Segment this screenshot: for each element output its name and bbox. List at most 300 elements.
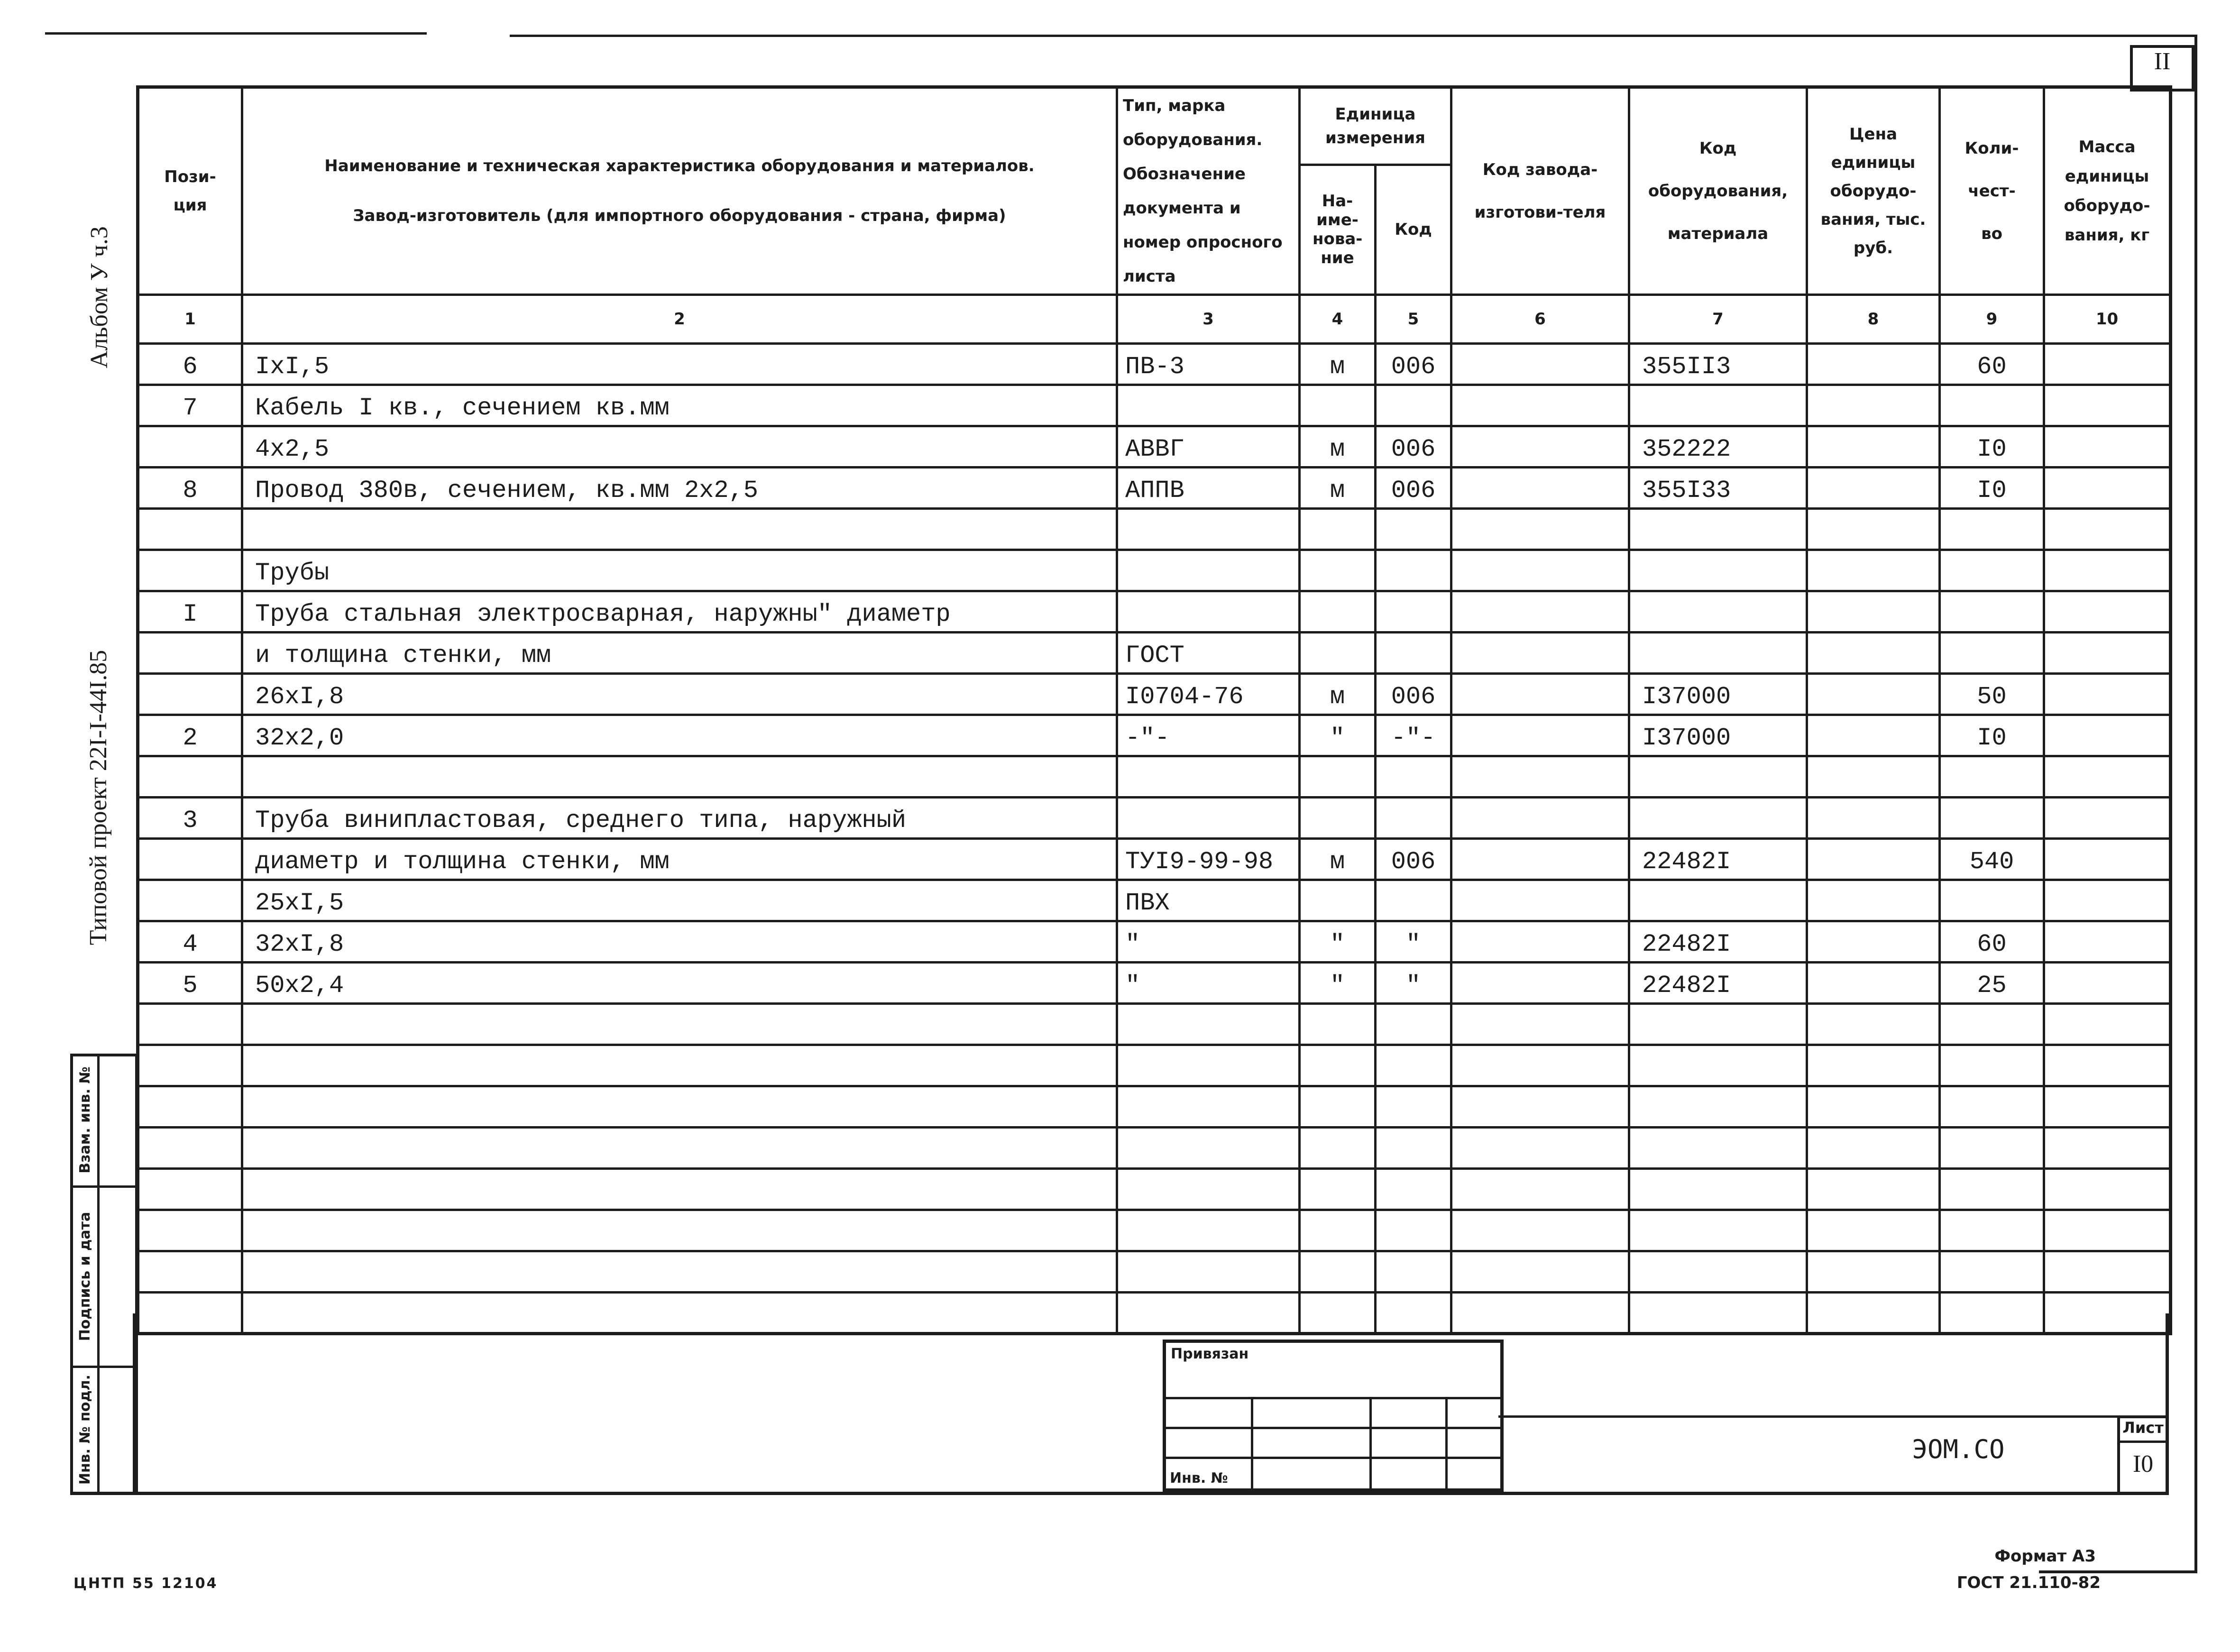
- factory-code-cell: [1451, 1128, 1629, 1169]
- colnum-7: 7: [1629, 295, 1807, 344]
- unit-name-cell: ": [1300, 715, 1376, 756]
- factory-code-cell: [1451, 633, 1629, 674]
- table-row: [138, 426, 2171, 468]
- footer-gost: ГОСТ 21.110-82: [1956, 1573, 2101, 1592]
- mass-cell: [2044, 798, 2171, 839]
- name-cell: [242, 1004, 1117, 1045]
- stamp-cell: [1165, 1428, 1252, 1458]
- table-row: [138, 633, 2171, 674]
- column-number-row: [138, 295, 2171, 344]
- name-cell: IxI,5: [242, 344, 1117, 385]
- price-cell: [1807, 509, 1940, 550]
- equipment-code-cell: 355I33: [1629, 468, 1807, 509]
- price-cell: [1807, 798, 1940, 839]
- type-cell: АВВГ: [1117, 426, 1300, 468]
- unit-code-cell: ": [1376, 921, 1451, 963]
- unit-code-cell: 006: [1376, 839, 1451, 880]
- equipment-code-cell: [1629, 1086, 1807, 1128]
- position-cell: I: [138, 591, 242, 633]
- spec-table: [136, 85, 2172, 1335]
- quantity-cell: [1940, 1251, 2044, 1293]
- type-cell: [1117, 385, 1300, 426]
- mass-cell: [2044, 468, 2171, 509]
- position-cell: [138, 839, 242, 880]
- name-cell: 25xI,5: [242, 880, 1117, 921]
- quantity-cell: [1940, 1210, 2044, 1251]
- type-cell: ПВХ: [1117, 880, 1300, 921]
- unit-code-cell: [1376, 1251, 1451, 1293]
- price-cell: [1807, 385, 1940, 426]
- unit-code-cell: [1376, 1004, 1451, 1045]
- price-cell: [1807, 880, 1940, 921]
- hdr-unit-code: Код: [1376, 165, 1451, 294]
- type-cell: [1117, 756, 1300, 798]
- equipment-code-cell: [1629, 550, 1807, 591]
- quantity-cell: [1940, 1293, 2044, 1334]
- sheet-label: Лист: [2122, 1419, 2164, 1437]
- type-cell: ТУI9-99-98: [1117, 839, 1300, 880]
- unit-name-cell: [1300, 385, 1376, 426]
- unit-code-cell: [1376, 633, 1451, 674]
- stamp-privyazan-label: Привязан: [1171, 1346, 1249, 1362]
- table-row: [138, 880, 2171, 921]
- top-rule-left: [45, 32, 427, 35]
- stamp-cell: [1447, 1398, 1502, 1428]
- unit-name-cell: [1300, 1086, 1376, 1128]
- colnum-2: 2: [242, 295, 1117, 344]
- position-cell: [138, 1128, 242, 1169]
- name-cell: 4x2,5: [242, 426, 1117, 468]
- mass-cell: [2044, 880, 2171, 921]
- price-cell: [1807, 674, 1940, 715]
- price-cell: [1807, 426, 1940, 468]
- mass-cell: [2044, 1045, 2171, 1086]
- factory-code-cell: [1451, 921, 1629, 963]
- side-album-label: Альбом У ч.3: [86, 226, 113, 368]
- position-cell: 5: [138, 963, 242, 1004]
- equipment-code-cell: [1629, 1169, 1807, 1210]
- unit-name-cell: ": [1300, 963, 1376, 1004]
- hdr-price: Цена единицы оборудо-вания, тыс. руб.: [1807, 87, 1940, 295]
- quantity-cell: [1940, 385, 2044, 426]
- table-row: [138, 591, 2171, 633]
- type-cell: [1117, 1293, 1300, 1334]
- type-cell: [1117, 1251, 1300, 1293]
- unit-name-cell: [1300, 550, 1376, 591]
- colnum-4: 4: [1300, 295, 1376, 344]
- position-cell: [138, 1210, 242, 1251]
- side-inv-podl: Инв. № подл.: [77, 1374, 93, 1485]
- factory-code-cell: [1451, 1086, 1629, 1128]
- name-cell: 32xI,8: [242, 921, 1117, 963]
- factory-code-cell: [1451, 839, 1629, 880]
- quantity-cell: [1940, 798, 2044, 839]
- mass-cell: [2044, 1210, 2171, 1251]
- position-cell: [138, 550, 242, 591]
- factory-code-cell: [1451, 591, 1629, 633]
- position-cell: [138, 674, 242, 715]
- name-cell: [242, 509, 1117, 550]
- hdr-quantity: Коли-чест-во: [1940, 87, 2044, 295]
- mass-cell: [2044, 839, 2171, 880]
- unit-code-cell: [1376, 798, 1451, 839]
- unit-name-cell: м: [1300, 344, 1376, 385]
- mass-cell: [2044, 963, 2171, 1004]
- equipment-code-cell: 352222: [1629, 426, 1807, 468]
- table-row: [138, 756, 2171, 798]
- price-cell: [1807, 715, 1940, 756]
- position-cell: 8: [138, 468, 242, 509]
- factory-code-cell: [1451, 1169, 1629, 1210]
- approval-strip-divider: [97, 1054, 100, 1495]
- mass-cell: [2044, 633, 2171, 674]
- unit-name-cell: [1300, 591, 1376, 633]
- position-cell: [138, 633, 242, 674]
- unit-code-cell: 006: [1376, 674, 1451, 715]
- name-cell: [242, 1086, 1117, 1128]
- position-cell: [138, 1251, 242, 1293]
- stamp-inv-label: Инв. №: [1170, 1470, 1228, 1487]
- type-cell: ПВ-3: [1117, 344, 1300, 385]
- mass-cell: [2044, 1251, 2171, 1293]
- price-cell: [1807, 633, 1940, 674]
- unit-name-cell: [1300, 1169, 1376, 1210]
- side-project-label: Типовой проект 22I-I-44I.85: [85, 650, 112, 945]
- unit-code-cell: [1376, 756, 1451, 798]
- unit-code-cell: ": [1376, 963, 1451, 1004]
- mass-cell: [2044, 509, 2171, 550]
- lower-frame-bottom: [70, 1492, 2169, 1495]
- unit-code-cell: [1376, 1045, 1451, 1086]
- unit-code-cell: [1376, 1086, 1451, 1128]
- type-cell: ": [1117, 963, 1300, 1004]
- equipment-code-cell: [1629, 1128, 1807, 1169]
- unit-code-cell: [1376, 385, 1451, 426]
- frame-right-line: [2194, 35, 2197, 1573]
- unit-name-cell: м: [1300, 468, 1376, 509]
- stamp-privyazan-cell: [1165, 1341, 1502, 1398]
- stamp-inv-cell: [1165, 1458, 1252, 1490]
- mass-cell: [2044, 550, 2171, 591]
- position-cell: [138, 426, 242, 468]
- table-row: [138, 798, 2171, 839]
- price-cell: [1807, 963, 1940, 1004]
- equipment-code-cell: [1629, 1004, 1807, 1045]
- factory-code-cell: [1451, 756, 1629, 798]
- colnum-9: 9: [1940, 295, 2044, 344]
- table-row: [138, 1045, 2171, 1086]
- table-row: [138, 1169, 2171, 1210]
- factory-code-cell: [1451, 550, 1629, 591]
- position-cell: [138, 509, 242, 550]
- doc-code: ЭОМ.СО: [1912, 1434, 2005, 1464]
- equipment-code-cell: 355II3: [1629, 344, 1807, 385]
- quantity-cell: [1940, 1004, 2044, 1045]
- unit-name-cell: [1300, 880, 1376, 921]
- name-cell: и толщина стенки, мм: [242, 633, 1117, 674]
- factory-code-cell: [1451, 385, 1629, 426]
- quantity-cell: I0: [1940, 468, 2044, 509]
- position-cell: [138, 1004, 242, 1045]
- equipment-code-cell: [1629, 880, 1807, 921]
- quantity-cell: I0: [1940, 715, 2044, 756]
- stamp-cell: [1371, 1398, 1447, 1428]
- type-cell: [1117, 591, 1300, 633]
- table-row: [138, 1210, 2171, 1251]
- position-cell: [138, 1293, 242, 1334]
- position-cell: 6: [138, 344, 242, 385]
- hdr-mass: Масса единицы оборудо-вания, кг: [2044, 87, 2171, 295]
- hdr-name-line2: Завод-изготовитель (для импортного оборудования - страна, фирма): [353, 206, 1006, 225]
- price-cell: [1807, 839, 1940, 880]
- unit-name-cell: [1300, 1210, 1376, 1251]
- equipment-code-cell: 22482I: [1629, 963, 1807, 1004]
- hdr-position: Пози- ция: [138, 87, 242, 295]
- quantity-cell: 50: [1940, 674, 2044, 715]
- name-cell: Труба винипластовая, среднего типа, наружный: [242, 798, 1117, 839]
- hdr-name: [242, 87, 1117, 295]
- factory-code-cell: [1451, 674, 1629, 715]
- unit-code-cell: [1376, 880, 1451, 921]
- unit-name-cell: [1300, 1251, 1376, 1293]
- quantity-cell: [1940, 591, 2044, 633]
- position-cell: 7: [138, 385, 242, 426]
- quantity-cell: [1940, 509, 2044, 550]
- price-cell: [1807, 468, 1940, 509]
- equipment-code-cell: [1629, 798, 1807, 839]
- name-cell: 26xI,8: [242, 674, 1117, 715]
- name-cell: [242, 1169, 1117, 1210]
- table-row: [138, 921, 2171, 963]
- mass-cell: [2044, 385, 2171, 426]
- unit-name-cell: [1300, 509, 1376, 550]
- name-cell: [242, 1251, 1117, 1293]
- name-cell: диаметр и толщина стенки, мм: [242, 839, 1117, 880]
- type-cell: [1117, 1169, 1300, 1210]
- table-row: [138, 1251, 2171, 1293]
- colnum-6: 6: [1451, 295, 1629, 344]
- factory-code-cell: [1451, 798, 1629, 839]
- unit-code-cell: 006: [1376, 426, 1451, 468]
- unit-name-cell: [1300, 1004, 1376, 1045]
- quantity-cell: [1940, 756, 2044, 798]
- price-cell: [1807, 1251, 1940, 1293]
- unit-name-cell: [1300, 1293, 1376, 1334]
- stamp-cell: [1447, 1458, 1502, 1490]
- mass-cell: [2044, 921, 2171, 963]
- hdr-unit-name: На-име-нова-ние: [1300, 165, 1376, 294]
- factory-code-cell: [1451, 344, 1629, 385]
- quantity-cell: [1940, 550, 2044, 591]
- name-cell: [242, 1210, 1117, 1251]
- quantity-cell: [1940, 1086, 2044, 1128]
- mass-cell: [2044, 674, 2171, 715]
- type-cell: ": [1117, 921, 1300, 963]
- position-cell: [138, 1169, 242, 1210]
- mass-cell: [2044, 1086, 2171, 1128]
- top-rule-right: [510, 35, 2195, 37]
- unit-code-cell: 006: [1376, 468, 1451, 509]
- unit-name-cell: [1300, 798, 1376, 839]
- name-cell: Провод 380в, сечением, кв.мм 2x2,5: [242, 468, 1117, 509]
- name-cell: Трубы: [242, 550, 1117, 591]
- equipment-code-cell: [1629, 756, 1807, 798]
- colnum-3: 3: [1117, 295, 1300, 344]
- name-cell: [242, 1128, 1117, 1169]
- table-row: [138, 550, 2171, 591]
- position-cell: 2: [138, 715, 242, 756]
- price-cell: [1807, 591, 1940, 633]
- quantity-cell: I0: [1940, 426, 2044, 468]
- name-cell: Кабель I кв., сечением кв.мм: [242, 385, 1117, 426]
- price-cell: [1807, 1169, 1940, 1210]
- hdr-factory-code: Код завода-изготови-теля: [1451, 87, 1629, 295]
- mass-cell: [2044, 715, 2171, 756]
- unit-code-cell: [1376, 591, 1451, 633]
- table-row: [138, 839, 2171, 880]
- doc-code-line: [1498, 1415, 2167, 1418]
- factory-code-cell: [1451, 468, 1629, 509]
- equipment-code-cell: [1629, 1045, 1807, 1086]
- name-cell: 32x2,0: [242, 715, 1117, 756]
- name-cell: 50x2,4: [242, 963, 1117, 1004]
- equipment-code-cell: [1629, 509, 1807, 550]
- type-cell: АППВ: [1117, 468, 1300, 509]
- equipment-code-cell: 22482I: [1629, 839, 1807, 880]
- equipment-code-cell: I37000: [1629, 674, 1807, 715]
- sheet-value: I0: [2132, 1450, 2154, 1478]
- table-row: [138, 1128, 2171, 1169]
- colnum-8: 8: [1807, 295, 1940, 344]
- colnum-1: 1: [138, 295, 242, 344]
- stamp-cell: [1371, 1428, 1447, 1458]
- top-sheet-number: II: [2154, 48, 2171, 75]
- side-sign-date: Подпись и дата: [77, 1211, 93, 1341]
- table-row: [138, 385, 2171, 426]
- position-cell: 4: [138, 921, 242, 963]
- unit-code-cell: -"-: [1376, 715, 1451, 756]
- price-cell: [1807, 1086, 1940, 1128]
- unit-name-cell: м: [1300, 426, 1376, 468]
- name-cell: [242, 1045, 1117, 1086]
- price-cell: [1807, 344, 1940, 385]
- type-cell: [1117, 1210, 1300, 1251]
- table-row: [138, 963, 2171, 1004]
- unit-code-cell: [1376, 1169, 1451, 1210]
- price-cell: [1807, 550, 1940, 591]
- quantity-cell: 60: [1940, 921, 2044, 963]
- table-row: [138, 1004, 2171, 1045]
- equipment-code-cell: [1629, 591, 1807, 633]
- hdr-name-line1: Наименование и техническая характеристика оборудования и материалов.: [324, 156, 1035, 175]
- equipment-code-cell: [1629, 1210, 1807, 1251]
- stamp-cell: [1447, 1428, 1502, 1458]
- stamp-cell: [1371, 1458, 1447, 1490]
- table-row: [138, 715, 2171, 756]
- factory-code-cell: [1451, 963, 1629, 1004]
- equipment-code-cell: [1629, 385, 1807, 426]
- unit-name-cell: ": [1300, 921, 1376, 963]
- mass-cell: [2044, 344, 2171, 385]
- equipment-code-cell: [1629, 1251, 1807, 1293]
- type-cell: [1117, 1004, 1300, 1045]
- sheet-box-divider: [2117, 1441, 2169, 1443]
- mass-cell: [2044, 756, 2171, 798]
- colnum-10: 10: [2044, 295, 2171, 344]
- hdr-unit-group: Единица измерения: [1300, 87, 1451, 165]
- unit-code-cell: [1376, 509, 1451, 550]
- table-row: [138, 1293, 2171, 1334]
- table-row: [138, 674, 2171, 715]
- factory-code-cell: [1451, 1210, 1629, 1251]
- position-cell: [138, 880, 242, 921]
- unit-code-cell: [1376, 550, 1451, 591]
- factory-code-cell: [1451, 880, 1629, 921]
- type-cell: ГОСТ: [1117, 633, 1300, 674]
- type-cell: [1117, 509, 1300, 550]
- factory-code-cell: [1451, 509, 1629, 550]
- price-cell: [1807, 756, 1940, 798]
- table-row: [138, 509, 2171, 550]
- equipment-code-cell: [1629, 633, 1807, 674]
- position-cell: [138, 756, 242, 798]
- stamp-cell: [1252, 1458, 1371, 1490]
- unit-code-cell: 006: [1376, 344, 1451, 385]
- equipment-code-cell: [1629, 1293, 1807, 1334]
- type-cell: [1117, 798, 1300, 839]
- name-cell: [242, 1293, 1117, 1334]
- footer-printer: ЦНТП 55 12104: [73, 1575, 218, 1592]
- quantity-cell: [1940, 1128, 2044, 1169]
- unit-name-cell: м: [1300, 839, 1376, 880]
- quantity-cell: [1940, 880, 2044, 921]
- unit-name-cell: м: [1300, 674, 1376, 715]
- price-cell: [1807, 1045, 1940, 1086]
- position-cell: [138, 1045, 242, 1086]
- quantity-cell: [1940, 1045, 2044, 1086]
- price-cell: [1807, 921, 1940, 963]
- unit-name-cell: [1300, 756, 1376, 798]
- title-block: [1163, 1340, 1504, 1492]
- quantity-cell: [1940, 1169, 2044, 1210]
- unit-code-cell: [1376, 1128, 1451, 1169]
- stamp-cell: [1252, 1398, 1371, 1428]
- footer-format: Формат А3: [1994, 1547, 2096, 1566]
- table-row: [138, 1086, 2171, 1128]
- mass-cell: [2044, 1004, 2171, 1045]
- type-cell: [1117, 1128, 1300, 1169]
- unit-code-cell: [1376, 1210, 1451, 1251]
- name-cell: Труба стальная электросварная, наружны" диаметр: [242, 591, 1117, 633]
- factory-code-cell: [1451, 1004, 1629, 1045]
- price-cell: [1807, 1128, 1940, 1169]
- quantity-cell: 25: [1940, 963, 2044, 1004]
- mass-cell: [2044, 1128, 2171, 1169]
- equipment-code-cell: 22482I: [1629, 921, 1807, 963]
- name-cell: [242, 756, 1117, 798]
- lower-frame-left: [133, 1313, 136, 1495]
- position-cell: 3: [138, 798, 242, 839]
- quantity-cell: 540: [1940, 839, 2044, 880]
- type-cell: -"-: [1117, 715, 1300, 756]
- unit-name-cell: [1300, 1045, 1376, 1086]
- unit-code-cell: [1376, 1293, 1451, 1334]
- stamp-cell: [1165, 1398, 1252, 1428]
- price-cell: [1807, 1210, 1940, 1251]
- quantity-cell: [1940, 633, 2044, 674]
- unit-name-cell: [1300, 1128, 1376, 1169]
- factory-code-cell: [1451, 1293, 1629, 1334]
